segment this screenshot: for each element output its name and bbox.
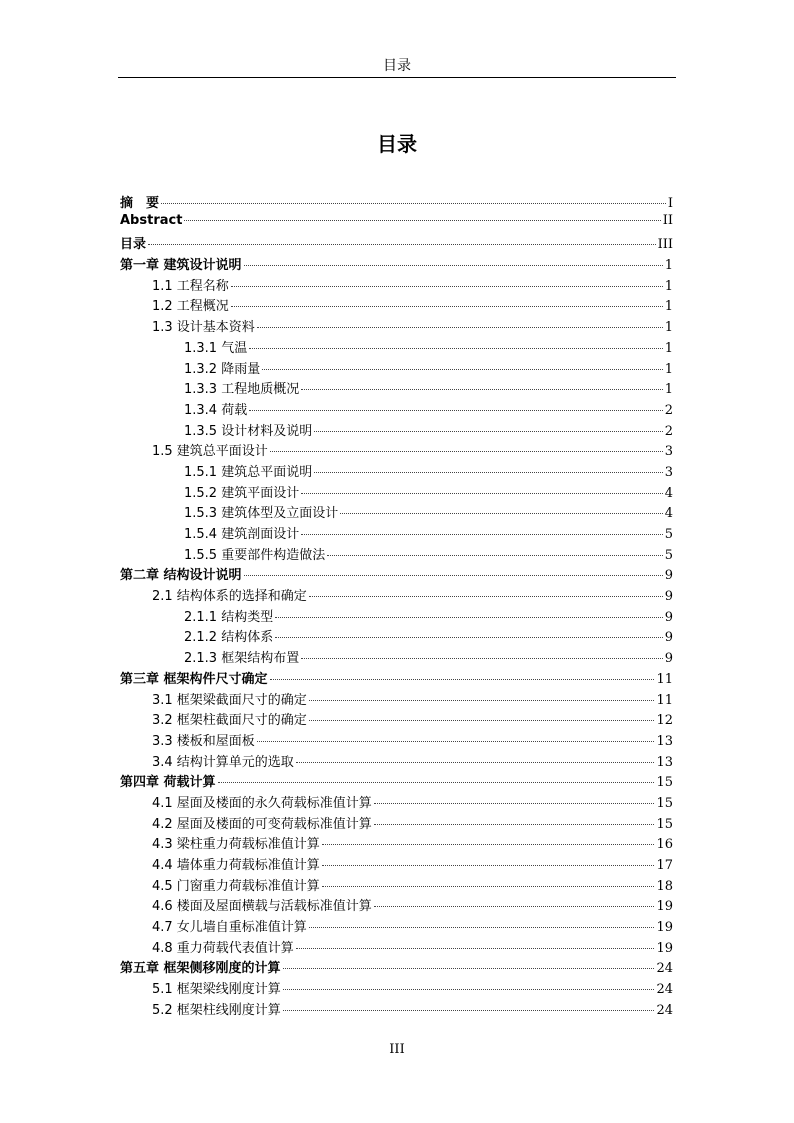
toc-entry-label: 2.1.1 结构类型 bbox=[184, 609, 274, 625]
toc-entry[interactable] bbox=[120, 709, 673, 730]
toc-dot-leader bbox=[301, 657, 663, 659]
toc-entry[interactable] bbox=[120, 378, 673, 399]
toc-entry-page: I bbox=[667, 196, 673, 211]
toc-entry-page: 13 bbox=[656, 754, 673, 770]
toc-entry-page: 9 bbox=[664, 589, 673, 605]
toc-entry-label: 5.1 框架梁线刚度计算 bbox=[152, 982, 281, 998]
toc-entry[interactable] bbox=[120, 544, 673, 565]
toc-entry[interactable] bbox=[120, 813, 673, 834]
toc-entry[interactable] bbox=[120, 647, 673, 668]
toc-dot-leader bbox=[275, 616, 663, 618]
toc-entry[interactable] bbox=[120, 833, 673, 854]
toc-entry-label: 1.5.2 建筑平面设计 bbox=[184, 485, 300, 501]
toc-dot-leader bbox=[314, 471, 663, 473]
toc-entry[interactable] bbox=[120, 668, 673, 689]
toc-entry-label: 3.2 框架柱截面尺寸的确定 bbox=[152, 713, 307, 729]
toc-entry-label: 4.2 屋面及楼面的可变荷载标准值计算 bbox=[152, 816, 372, 832]
toc-dot-leader bbox=[270, 450, 663, 452]
toc-entry-page: 5 bbox=[664, 547, 673, 563]
page-number: III bbox=[389, 1042, 405, 1057]
toc-entry-label: 1.3.1 气温 bbox=[184, 340, 248, 356]
toc-dot-leader bbox=[374, 802, 655, 804]
toc-entry-page: 1 bbox=[664, 340, 673, 356]
toc-entry[interactable] bbox=[120, 254, 673, 275]
toc-entry-label: 1.1 工程名称 bbox=[152, 278, 229, 294]
toc-entry-label: 3.3 楼板和屋面板 bbox=[152, 733, 255, 749]
toc-dot-leader bbox=[327, 554, 663, 556]
toc-entry-page: 19 bbox=[656, 920, 673, 936]
toc-dot-leader bbox=[275, 636, 663, 638]
toc-entry[interactable] bbox=[120, 875, 673, 896]
toc-entry-label: 1.5.1 建筑总平面说明 bbox=[184, 464, 313, 480]
toc-entry[interactable] bbox=[120, 730, 673, 751]
toc-dot-leader bbox=[262, 368, 663, 370]
toc-entry-label: 1.3.5 设计材料及说明 bbox=[184, 423, 313, 439]
toc-dot-leader bbox=[244, 574, 663, 576]
toc-entry[interactable] bbox=[120, 895, 673, 916]
toc-entry-label: 2.1 结构体系的选择和确定 bbox=[152, 589, 307, 605]
toc-entry-page: 1 bbox=[664, 278, 673, 294]
toc-entry-page: 18 bbox=[656, 878, 673, 894]
toc-entry-page: 15 bbox=[656, 775, 673, 791]
toc-entry-label: 3.4 结构计算单元的选取 bbox=[152, 754, 294, 770]
toc-entry-label: 摘 要 bbox=[120, 196, 160, 211]
toc-entry-page: III bbox=[657, 237, 673, 253]
toc-dot-leader bbox=[231, 305, 663, 307]
toc-dot-leader bbox=[296, 947, 655, 949]
toc-entry[interactable] bbox=[120, 295, 673, 316]
toc-dot-leader bbox=[301, 492, 663, 494]
toc-entry[interactable] bbox=[120, 275, 673, 296]
toc-entry-page: 5 bbox=[664, 527, 673, 542]
toc-entry-page: 1 bbox=[664, 320, 673, 336]
toc-entry-label: 1.5.5 重要部件构造做法 bbox=[184, 547, 326, 563]
toc-entry[interactable] bbox=[120, 399, 673, 420]
toc-entry-label: 1.5.4 建筑剖面设计 bbox=[184, 527, 300, 542]
toc-entry-page: 24 bbox=[656, 961, 673, 977]
toc-entry-label: 1.2 工程概况 bbox=[152, 299, 229, 315]
toc-entry-label: 4.3 梁柱重力荷载标准值计算 bbox=[152, 837, 320, 853]
toc-entry-page: 1 bbox=[664, 382, 673, 398]
toc-entry[interactable] bbox=[120, 606, 673, 627]
toc-entry-page: 1 bbox=[664, 299, 673, 315]
toc-dot-leader bbox=[296, 761, 655, 763]
running-header: 目录 bbox=[383, 58, 411, 74]
toc-entry-page: 3 bbox=[664, 464, 673, 480]
toc-entry-label: 目录 bbox=[120, 237, 147, 253]
toc-entry-label: 4.8 重力荷载代表值计算 bbox=[152, 940, 294, 956]
toc-dot-leader bbox=[309, 595, 663, 597]
toc-dot-leader bbox=[148, 243, 656, 245]
toc-entry[interactable] bbox=[120, 999, 673, 1020]
toc-entry[interactable] bbox=[120, 316, 673, 337]
toc-entry-page: 3 bbox=[664, 444, 673, 460]
toc-entry[interactable] bbox=[120, 337, 673, 358]
toc-entry-page: 17 bbox=[656, 858, 673, 873]
toc-dot-leader bbox=[322, 864, 655, 866]
toc-entry-page: 24 bbox=[656, 1002, 673, 1018]
toc-entry-page: 2 bbox=[664, 423, 673, 439]
toc-entry-label: 2.1.2 结构体系 bbox=[184, 630, 274, 646]
toc-entry-page: 13 bbox=[656, 733, 673, 749]
page-title: 目录 bbox=[377, 132, 417, 156]
toc-entry-label: Abstract bbox=[120, 212, 183, 228]
toc-entry[interactable] bbox=[120, 502, 673, 523]
toc-entry[interactable] bbox=[120, 192, 673, 213]
toc-entry[interactable] bbox=[120, 689, 673, 710]
toc-dot-leader bbox=[283, 1009, 655, 1011]
toc-entry-label: 1.3 设计基本资料 bbox=[152, 320, 255, 336]
toc-dot-leader bbox=[161, 202, 666, 204]
toc-entry-page: 19 bbox=[656, 899, 673, 915]
toc-dot-leader bbox=[309, 926, 655, 928]
toc-entry-page: 15 bbox=[656, 816, 673, 832]
toc-dot-leader bbox=[309, 719, 655, 721]
toc-entry-page: 2 bbox=[664, 402, 673, 418]
toc-dot-leader bbox=[249, 409, 663, 411]
toc-entry-page: 12 bbox=[656, 713, 673, 729]
toc-dot-leader bbox=[244, 264, 663, 266]
toc-dot-leader bbox=[218, 781, 655, 783]
toc-entry-label: 第四章 荷载计算 bbox=[120, 775, 216, 791]
toc-entry[interactable] bbox=[120, 792, 673, 813]
toc-entry-page: 4 bbox=[664, 485, 673, 501]
toc-entry-page: 9 bbox=[664, 630, 673, 646]
toc-entry-page: 9 bbox=[664, 609, 673, 625]
toc-entry-label: 2.1.3 框架结构布置 bbox=[184, 651, 300, 667]
toc-entry-page: 15 bbox=[656, 795, 673, 811]
toc-entry[interactable] bbox=[120, 440, 673, 461]
toc-entry-label: 1.3.3 工程地质概况 bbox=[184, 382, 300, 398]
toc-entry[interactable] bbox=[120, 420, 673, 441]
toc-dot-leader bbox=[322, 885, 655, 887]
toc-dot-leader bbox=[283, 967, 655, 969]
toc-entry-page: 19 bbox=[656, 940, 673, 956]
toc-entry-page: 24 bbox=[656, 982, 673, 998]
toc-entry[interactable] bbox=[120, 523, 673, 544]
toc-entry[interactable] bbox=[120, 957, 673, 978]
toc-dot-leader bbox=[249, 347, 663, 349]
toc-entry-page: 11 bbox=[656, 671, 673, 687]
toc-entry-label: 4.7 女儿墙自重标准值计算 bbox=[152, 920, 307, 936]
toc-dot-leader bbox=[257, 740, 655, 742]
toc-dot-leader bbox=[340, 512, 663, 514]
toc-entry[interactable] bbox=[120, 564, 673, 585]
toc-dot-leader bbox=[301, 388, 663, 390]
toc-entry-label: 5.2 框架柱线刚度计算 bbox=[152, 1002, 281, 1018]
toc-dot-leader bbox=[283, 988, 655, 990]
toc-entry-label: 4.6 楼面及屋面横载与活载标准值计算 bbox=[152, 899, 372, 915]
toc-dot-leader bbox=[322, 843, 655, 845]
toc-entry-page: 9 bbox=[664, 568, 673, 584]
toc-dot-leader bbox=[374, 823, 655, 825]
toc-entry[interactable] bbox=[120, 213, 673, 234]
toc-entry-page: 1 bbox=[664, 361, 673, 377]
toc-entry-label: 第三章 框架构件尺寸确定 bbox=[120, 671, 268, 687]
toc-entry[interactable] bbox=[120, 854, 673, 875]
header-divider bbox=[118, 77, 676, 78]
toc-dot-leader bbox=[309, 699, 655, 701]
toc-entry-page: 11 bbox=[656, 692, 673, 708]
toc-entry-label: 1.3.4 荷载 bbox=[184, 402, 248, 418]
toc-entry-page: 9 bbox=[664, 651, 673, 667]
toc-entry[interactable] bbox=[120, 978, 673, 999]
toc-entry[interactable] bbox=[120, 916, 673, 937]
toc-entry-label: 1.5.3 建筑体型及立面设计 bbox=[184, 506, 339, 522]
toc-dot-leader bbox=[314, 430, 663, 432]
toc-entry-label: 3.1 框架梁截面尺寸的确定 bbox=[152, 692, 307, 708]
toc-entry-label: 1.3.2 降雨量 bbox=[184, 361, 261, 377]
toc-entry[interactable] bbox=[120, 771, 673, 792]
toc-entry-label: 第二章 结构设计说明 bbox=[120, 568, 242, 584]
toc-entry[interactable] bbox=[120, 937, 673, 958]
toc-entry-page: 4 bbox=[664, 506, 673, 522]
toc-entry-label: 第五章 框架侧移刚度的计算 bbox=[120, 961, 281, 977]
toc-entry-page: II bbox=[662, 212, 673, 228]
toc-entry[interactable] bbox=[120, 751, 673, 772]
toc-entry-label: 4.5 门窗重力荷载标准值计算 bbox=[152, 878, 320, 894]
toc-dot-leader bbox=[184, 219, 660, 221]
toc-dot-leader bbox=[257, 326, 663, 328]
toc-entry-page: 1 bbox=[664, 258, 673, 274]
table-of-contents bbox=[120, 192, 673, 1020]
toc-entry[interactable] bbox=[120, 461, 673, 482]
toc-entry[interactable] bbox=[120, 585, 673, 606]
toc-entry-label: 4.1 屋面及楼面的永久荷载标准值计算 bbox=[152, 795, 372, 811]
toc-entry-label: 1.5 建筑总平面设计 bbox=[152, 444, 268, 460]
toc-entry-label: 4.4 墙体重力荷载标准值计算 bbox=[152, 858, 320, 873]
toc-entry-page: 16 bbox=[656, 837, 673, 853]
toc-entry[interactable] bbox=[120, 626, 673, 647]
toc-dot-leader bbox=[270, 678, 655, 680]
toc-dot-leader bbox=[301, 533, 663, 535]
toc-entry-label: 第一章 建筑设计说明 bbox=[120, 258, 242, 274]
toc-entry[interactable] bbox=[120, 358, 673, 379]
toc-entry[interactable] bbox=[120, 482, 673, 503]
toc-dot-leader bbox=[231, 285, 663, 287]
toc-entry[interactable] bbox=[120, 233, 673, 254]
toc-dot-leader bbox=[374, 905, 655, 907]
